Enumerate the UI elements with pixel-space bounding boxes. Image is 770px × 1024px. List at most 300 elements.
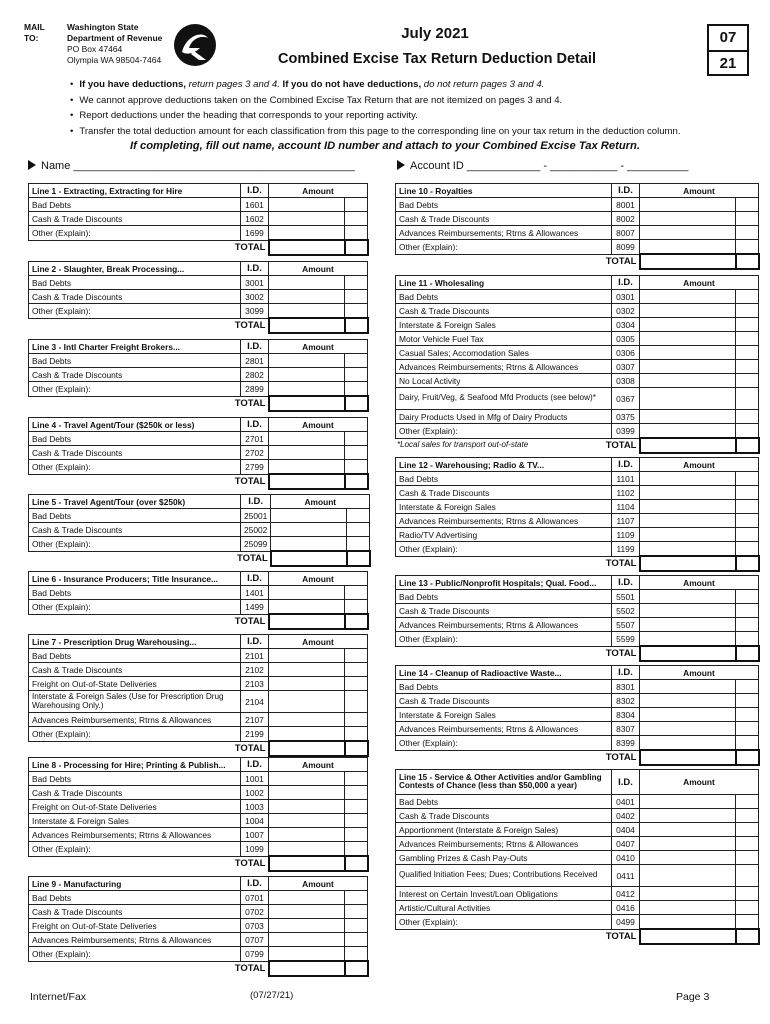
amount-dollars-field[interactable] [640, 528, 736, 542]
amount-dollars-field[interactable] [269, 677, 345, 691]
amount-dollars-field[interactable] [269, 842, 345, 857]
deduction-id-code: 25002 [241, 523, 271, 537]
total-label: TOTAL [234, 320, 266, 332]
amount-cents-field[interactable] [736, 901, 759, 915]
total-label: TOTAL [234, 242, 266, 254]
amount-cents-field[interactable] [736, 424, 759, 439]
amount-dollars-field[interactable] [640, 851, 736, 865]
amount-dollars-field[interactable] [269, 304, 345, 319]
amount-cents-field[interactable] [736, 795, 759, 809]
total-dollars-field[interactable] [269, 396, 345, 411]
total-dollars-field[interactable] [271, 551, 347, 566]
amount-cents-field[interactable] [736, 486, 759, 500]
deduction-description: Dairy, Fruit/Veg, & Seafood Mfd Products (see below)* [396, 388, 612, 410]
total-dollars-field[interactable] [269, 961, 345, 976]
amount-cents-field[interactable] [736, 500, 759, 514]
amount-dollars-field[interactable] [640, 212, 736, 226]
deduction-row [29, 600, 368, 615]
amount-dollars-field[interactable] [269, 586, 345, 600]
amount-cents-field[interactable] [345, 842, 368, 857]
amount-cents-field[interactable] [736, 542, 759, 557]
deduction-row [396, 410, 759, 424]
deduction-row [396, 226, 759, 240]
instruction-item: • If you have deductions, return pages 3 and 4. If you do not have deductions, do not return pages 3 and 4. [70, 77, 681, 93]
deduction-description: Other (Explain): [396, 736, 612, 751]
amount-cents-field[interactable] [736, 851, 759, 865]
amount-dollars-field[interactable] [269, 828, 345, 842]
total-cents-field[interactable] [736, 438, 759, 453]
line-title: Line 8 - Processing for Hire; Printing & Publish... [29, 758, 241, 772]
amount-cents-field[interactable] [736, 290, 759, 304]
amount-cents-field[interactable] [736, 736, 759, 751]
id-column-header: I.D. [612, 184, 640, 198]
amount-dollars-field[interactable] [640, 604, 736, 618]
amount-dollars-field[interactable] [640, 318, 736, 332]
line-title: Line 13 - Public/Nonprofit Hospitals; Qual. Food... [396, 576, 612, 590]
amount-cents-field[interactable] [736, 632, 759, 647]
deduction-description: Cash & Trade Discounts [396, 809, 612, 823]
amount-dollars-field[interactable] [640, 346, 736, 360]
deduction-description: Cash & Trade Discounts [396, 604, 612, 618]
total-cents-field[interactable] [347, 551, 370, 566]
amount-dollars-field[interactable] [640, 632, 736, 647]
line-title: Line 4 - Travel Agent/Tour ($250k or less) [29, 418, 241, 432]
total-dollars-field[interactable] [269, 318, 345, 333]
amount-dollars-field[interactable] [640, 795, 736, 809]
total-label: TOTAL [234, 963, 266, 975]
deduction-row [29, 382, 368, 397]
amount-cents-field[interactable] [736, 887, 759, 901]
id-column-header: I.D. [241, 758, 269, 772]
id-column-header: I.D. [241, 184, 269, 198]
amount-cents-field[interactable] [345, 677, 368, 691]
amount-dollars-field[interactable] [640, 388, 736, 410]
deduction-description: Other (Explain): [396, 542, 612, 557]
amount-cents-field[interactable] [736, 680, 759, 694]
deduction-id-code: 0306 [612, 346, 640, 360]
deduction-id-code: 1199 [612, 542, 640, 557]
deduction-description: Cash & Trade Discounts [29, 446, 241, 460]
total-dollars-field[interactable] [640, 646, 736, 661]
deduction-description: Cash & Trade Discounts [29, 663, 241, 677]
amount-dollars-field[interactable] [640, 542, 736, 557]
amount-dollars-field[interactable] [269, 290, 345, 304]
amount-dollars-field[interactable] [271, 509, 347, 523]
deduction-description: Bad Debts [396, 198, 612, 212]
amount-cents-field[interactable] [736, 212, 759, 226]
amount-dollars-field[interactable] [269, 933, 345, 947]
deduction-id-code: 1107 [612, 514, 640, 528]
amount-dollars-field[interactable] [269, 446, 345, 460]
id-column-header: I.D. [241, 262, 269, 276]
total-dollars-field[interactable] [269, 856, 345, 871]
amount-dollars-field[interactable] [640, 226, 736, 240]
amount-cents-field[interactable] [736, 590, 759, 604]
deduction-description: Bad Debts [396, 290, 612, 304]
amount-dollars-field[interactable] [640, 680, 736, 694]
total-dollars-field[interactable] [269, 240, 345, 255]
footer-left: Internet/Fax [30, 991, 87, 1003]
amount-cents-field[interactable] [736, 410, 759, 424]
deduction-row [29, 432, 368, 446]
amount-dollars-field[interactable] [640, 304, 736, 318]
deduction-description: Interstate & Foreign Sales [396, 318, 612, 332]
amount-dollars-field[interactable] [269, 276, 345, 290]
deduction-id-code: 0401 [612, 795, 640, 809]
line-title: Line 1 - Extracting, Extracting for Hire [29, 184, 241, 198]
amount-cents-field[interactable] [736, 823, 759, 837]
amount-dollars-field[interactable] [640, 915, 736, 930]
amount-dollars-field[interactable] [640, 290, 736, 304]
amount-dollars-field[interactable] [269, 713, 345, 727]
total-cents-field[interactable] [736, 646, 759, 661]
deduction-description: Freight on Out-of-State Deliveries [29, 677, 241, 691]
deduction-id-code: 0404 [612, 823, 640, 837]
amount-cents-field[interactable] [736, 346, 759, 360]
deduction-row [396, 823, 759, 837]
amount-cents-field[interactable] [736, 318, 759, 332]
deduction-row [396, 318, 759, 332]
amount-cents-field[interactable] [345, 304, 368, 319]
account-id-input-line[interactable]: ____________ - ___________ - __________ [466, 160, 689, 172]
deduction-row [29, 523, 370, 537]
amount-cents-field[interactable] [345, 891, 368, 905]
amount-column-header: Amount [269, 758, 368, 772]
amount-cents-field[interactable] [345, 727, 368, 742]
amount-cents-field[interactable] [736, 226, 759, 240]
amount-cents-field[interactable] [345, 212, 368, 226]
amount-cents-field[interactable] [345, 933, 368, 947]
amount-cents-field[interactable] [736, 198, 759, 212]
total-dollars-field[interactable] [269, 741, 345, 756]
line-title: Line 7 - Prescription Drug Warehousing... [29, 635, 241, 649]
amount-dollars-field[interactable] [640, 823, 736, 837]
amount-dollars-field[interactable] [640, 472, 736, 486]
footer-page-number: Page 3 [676, 991, 710, 1003]
deduction-id-code: 1002 [241, 786, 269, 800]
deduction-id-code: 2107 [241, 713, 269, 727]
amount-dollars-field[interactable] [269, 772, 345, 786]
deduction-row [396, 514, 759, 528]
deduction-row [396, 590, 759, 604]
amount-dollars-field[interactable] [269, 368, 345, 382]
deduction-id-code: 0304 [612, 318, 640, 332]
amount-cents-field[interactable] [345, 276, 368, 290]
total-label: TOTAL [605, 752, 637, 764]
amount-cents-field[interactable] [345, 586, 368, 600]
amount-cents-field[interactable] [345, 786, 368, 800]
amount-cents-field[interactable] [347, 523, 370, 537]
amount-cents-field[interactable] [736, 528, 759, 542]
deduction-description: Freight on Out-of-State Deliveries [29, 800, 241, 814]
amount-dollars-field[interactable] [640, 486, 736, 500]
amount-dollars-field[interactable] [640, 694, 736, 708]
total-cents-field[interactable] [345, 856, 368, 871]
amount-dollars-field[interactable] [269, 786, 345, 800]
amount-dollars-field[interactable] [269, 649, 345, 663]
id-column-header: I.D. [241, 340, 269, 354]
total-label: TOTAL [605, 558, 637, 570]
amount-dollars-field[interactable] [640, 887, 736, 901]
instruction-item: • Transfer the total deduction amount for each classification from this page to the corresponding line on your tax return in the deduction column. [70, 124, 681, 140]
deduction-description: Qualified Initiation Fees; Dues; Contributions Received [396, 865, 612, 887]
amount-dollars-field[interactable] [640, 865, 736, 887]
deduction-description: Cash & Trade Discounts [396, 212, 612, 226]
total-dollars-field[interactable] [640, 254, 736, 269]
amount-column-header: Amount [269, 340, 368, 354]
amount-cents-field[interactable] [736, 708, 759, 722]
amount-cents-field[interactable] [345, 814, 368, 828]
amount-dollars-field[interactable] [269, 212, 345, 226]
amount-cents-field[interactable] [345, 828, 368, 842]
deduction-id-code: 0301 [612, 290, 640, 304]
amount-cents-field[interactable] [736, 304, 759, 318]
amount-cents-field[interactable] [345, 290, 368, 304]
amount-dollars-field[interactable] [269, 814, 345, 828]
amount-cents-field[interactable] [345, 446, 368, 460]
deduction-description: Other (Explain): [29, 460, 241, 475]
amount-cents-field[interactable] [345, 691, 368, 713]
total-dollars-field[interactable] [269, 614, 345, 629]
deduction-row [29, 947, 368, 962]
amount-cents-field[interactable] [736, 865, 759, 887]
deduction-row [29, 509, 370, 523]
amount-dollars-field[interactable] [640, 618, 736, 632]
total-cents-field[interactable] [345, 396, 368, 411]
deduction-id-code: 5599 [612, 632, 640, 647]
amount-cents-field[interactable] [736, 618, 759, 632]
amount-cents-field[interactable] [345, 947, 368, 962]
amount-cents-field[interactable] [736, 360, 759, 374]
amount-column-header: Amount [640, 184, 759, 198]
amount-cents-field[interactable] [345, 919, 368, 933]
id-column-header: I.D. [612, 276, 640, 290]
amount-dollars-field[interactable] [271, 537, 347, 552]
amount-dollars-field[interactable] [640, 837, 736, 851]
deduction-id-code: 0707 [241, 933, 269, 947]
total-cents-field[interactable] [345, 741, 368, 756]
amount-dollars-field[interactable] [269, 891, 345, 905]
total-cents-field[interactable] [345, 614, 368, 629]
total-cents-field[interactable] [345, 474, 368, 489]
deduction-description: Motor Vehicle Fuel Tax [396, 332, 612, 346]
amount-cents-field[interactable] [345, 354, 368, 368]
amount-dollars-field[interactable] [269, 600, 345, 615]
deduction-row [396, 528, 759, 542]
deduction-description: Other (Explain): [396, 424, 612, 439]
amount-dollars-field[interactable] [269, 691, 345, 713]
deduction-id-code: 8307 [612, 722, 640, 736]
amount-dollars-field[interactable] [640, 514, 736, 528]
amount-dollars-field[interactable] [640, 590, 736, 604]
deduction-line-block [28, 494, 371, 567]
deduction-row [396, 472, 759, 486]
deduction-table [395, 575, 760, 662]
amount-cents-field[interactable] [345, 663, 368, 677]
amount-cents-field[interactable] [345, 198, 368, 212]
amount-cents-field[interactable] [345, 460, 368, 475]
deduction-description: Interest on Certain Invest/Loan Obligations [396, 887, 612, 901]
total-label: TOTAL [605, 440, 637, 452]
total-dollars-field[interactable] [640, 750, 736, 765]
amount-dollars-field[interactable] [640, 901, 736, 915]
amount-cents-field[interactable] [736, 809, 759, 823]
amount-cents-field[interactable] [345, 226, 368, 241]
amount-dollars-field[interactable] [271, 523, 347, 537]
deduction-line-block [28, 339, 369, 412]
total-dollars-field[interactable] [640, 929, 736, 944]
deduction-id-code: 3001 [241, 276, 269, 290]
amount-dollars-field[interactable] [269, 727, 345, 742]
amount-dollars-field[interactable] [640, 722, 736, 736]
total-cents-field[interactable] [345, 240, 368, 255]
address-block [67, 22, 162, 66]
amount-cents-field[interactable] [345, 905, 368, 919]
id-column-header: I.D. [612, 666, 640, 680]
deduction-description: Cash & Trade Discounts [396, 694, 612, 708]
amount-cents-field[interactable] [736, 837, 759, 851]
amount-dollars-field[interactable] [640, 360, 736, 374]
amount-cents-field[interactable] [345, 713, 368, 727]
amount-cents-field[interactable] [345, 600, 368, 615]
amount-cents-field[interactable] [345, 368, 368, 382]
amount-column-header: Amount [640, 276, 759, 290]
deduction-id-code: 0402 [612, 809, 640, 823]
total-dollars-field[interactable] [640, 438, 736, 453]
amount-cents-field[interactable] [736, 604, 759, 618]
amount-dollars-field[interactable] [269, 226, 345, 241]
deduction-id-code: 1007 [241, 828, 269, 842]
amount-dollars-field[interactable] [640, 809, 736, 823]
total-cents-field[interactable] [345, 961, 368, 976]
total-cents-field[interactable] [345, 318, 368, 333]
amount-cents-field[interactable] [736, 514, 759, 528]
amount-cents-field[interactable] [347, 509, 370, 523]
deduction-table [28, 757, 369, 872]
amount-dollars-field[interactable] [640, 240, 736, 255]
amount-dollars-field[interactable] [269, 382, 345, 397]
deduction-description: Cash & Trade Discounts [29, 905, 241, 919]
amount-dollars-field[interactable] [269, 800, 345, 814]
amount-cents-field[interactable] [345, 800, 368, 814]
account-id-field[interactable] [397, 160, 688, 172]
name-field[interactable] [28, 160, 355, 172]
amount-dollars-field[interactable] [269, 198, 345, 212]
line-title: Line 6 - Insurance Producers; Title Insurance... [29, 572, 241, 586]
deduction-id-code: 2102 [241, 663, 269, 677]
amount-dollars-field[interactable] [269, 947, 345, 962]
deduction-description: Other (Explain): [29, 304, 241, 319]
total-cents-field[interactable] [736, 750, 759, 765]
amount-dollars-field[interactable] [269, 432, 345, 446]
amount-cents-field[interactable] [345, 649, 368, 663]
amount-dollars-field[interactable] [640, 374, 736, 388]
amount-dollars-field[interactable] [269, 905, 345, 919]
amount-dollars-field[interactable] [640, 410, 736, 424]
amount-cents-field[interactable] [736, 915, 759, 930]
amount-dollars-field[interactable] [640, 424, 736, 439]
total-dollars-field[interactable] [269, 474, 345, 489]
deduction-row [29, 891, 368, 905]
id-column-header: I.D. [612, 576, 640, 590]
line-title: Line 9 - Manufacturing [29, 877, 241, 891]
deduction-description: Apportionment (Interstate & Foreign Sales) [396, 823, 612, 837]
total-cents-field[interactable] [736, 556, 759, 571]
deduction-id-code: 5507 [612, 618, 640, 632]
amount-cents-field[interactable] [345, 772, 368, 786]
deduction-description: Freight on Out-of-State Deliveries [29, 919, 241, 933]
total-dollars-field[interactable] [640, 556, 736, 571]
deduction-description: Other (Explain): [396, 632, 612, 647]
amount-cents-field[interactable] [736, 472, 759, 486]
amount-cents-field[interactable] [736, 240, 759, 255]
deduction-row [396, 809, 759, 823]
amount-cents-field[interactable] [345, 432, 368, 446]
amount-dollars-field[interactable] [269, 354, 345, 368]
deduction-id-code: 3099 [241, 304, 269, 319]
deduction-table [28, 261, 369, 334]
deduction-description: Other (Explain): [29, 537, 241, 552]
deduction-id-code: 25001 [241, 509, 271, 523]
amount-cents-field[interactable] [736, 332, 759, 346]
amount-cents-field[interactable] [345, 382, 368, 397]
deduction-description: Other (Explain): [29, 842, 241, 857]
deduction-id-code: 8302 [612, 694, 640, 708]
total-cents-field[interactable] [736, 929, 759, 944]
amount-dollars-field[interactable] [640, 708, 736, 722]
deduction-id-code: 0399 [612, 424, 640, 439]
amount-dollars-field[interactable] [269, 460, 345, 475]
total-cents-field[interactable] [736, 254, 759, 269]
address-line-1: Washington State [67, 22, 139, 32]
amount-dollars-field[interactable] [640, 500, 736, 514]
id-column-header: I.D. [241, 495, 271, 509]
deduction-description: Other (Explain): [29, 226, 241, 241]
instruction-item: • Report deductions under the heading that corresponds to your reporting activity. [70, 108, 681, 124]
deduction-description: Cash & Trade Discounts [29, 212, 241, 226]
amount-column-header: Amount [640, 666, 759, 680]
deduction-table [395, 457, 760, 572]
amount-cents-field[interactable] [736, 388, 759, 410]
deduction-row [29, 226, 368, 241]
amount-cents-field[interactable] [347, 537, 370, 552]
amount-dollars-field[interactable] [640, 332, 736, 346]
total-label: TOTAL [234, 858, 266, 870]
deduction-row [396, 374, 759, 388]
deduction-row [396, 360, 759, 374]
amount-dollars-field[interactable] [269, 919, 345, 933]
deduction-description: Advances Reimbursements; Rtrns & Allowances [396, 514, 612, 528]
amount-column-header: Amount [640, 576, 759, 590]
deduction-row [29, 842, 368, 857]
deduction-id-code: 0407 [612, 837, 640, 851]
amount-dollars-field[interactable] [640, 736, 736, 751]
deduction-description: Bad Debts [29, 772, 241, 786]
deduction-description: Bad Debts [29, 586, 241, 600]
amount-cents-field[interactable] [736, 722, 759, 736]
id-column-header: I.D. [241, 418, 269, 432]
deduction-row [396, 837, 759, 851]
deduction-row [29, 198, 368, 212]
deduction-row [29, 212, 368, 226]
name-input-line[interactable]: ______________________________________________ [73, 160, 355, 172]
amount-dollars-field[interactable] [640, 198, 736, 212]
amount-dollars-field[interactable] [269, 663, 345, 677]
deduction-description: Bad Debts [29, 354, 241, 368]
deduction-row [396, 887, 759, 901]
amount-cents-field[interactable] [736, 374, 759, 388]
amount-cents-field[interactable] [736, 694, 759, 708]
